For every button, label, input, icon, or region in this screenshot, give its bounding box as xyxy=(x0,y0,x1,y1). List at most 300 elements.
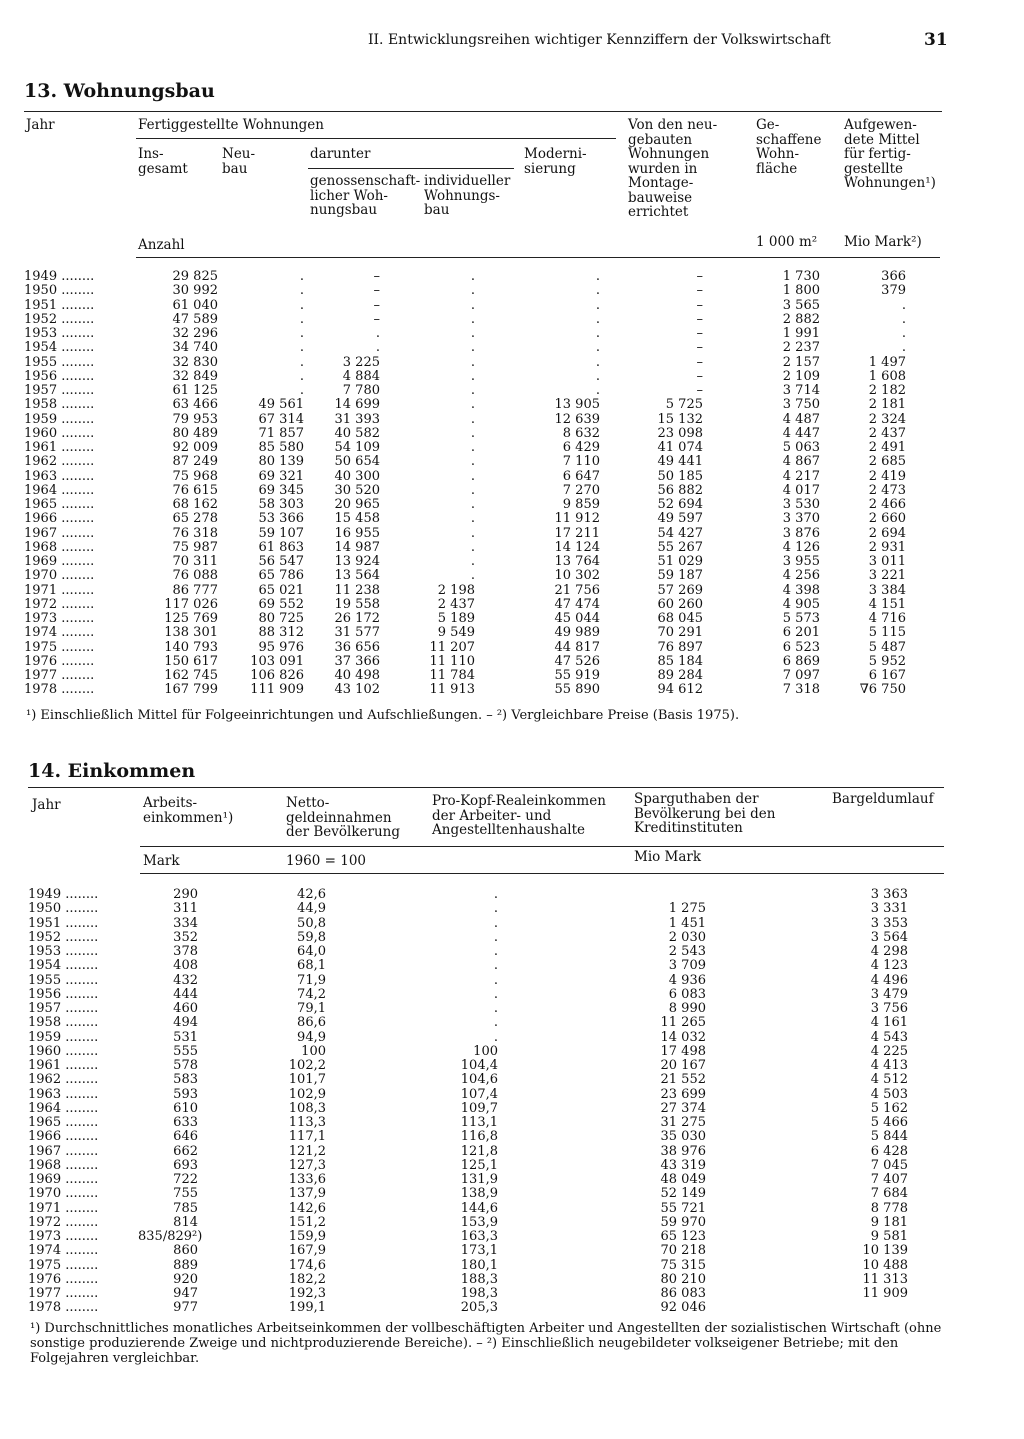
cell-modernisierung: 11 912 xyxy=(554,511,600,527)
cell-jahr: 1977 ........ xyxy=(28,1286,99,1301)
cell-nettogeldeinnahmen: 44,9 xyxy=(297,901,326,917)
cell-nettogeldeinnahmen: 174,6 xyxy=(288,1257,326,1273)
table-row xyxy=(24,584,944,598)
cell-montagebau: – xyxy=(696,269,703,284)
table-row xyxy=(28,1173,948,1187)
cell-genossenschaftlich: . xyxy=(375,340,380,356)
cell-nettogeldeinnahmen: 71,9 xyxy=(297,972,326,988)
cell-neubau: 69 345 xyxy=(258,482,304,498)
cell-montagebau: – xyxy=(696,311,703,327)
cell-individuell: . xyxy=(470,454,475,470)
cell-insgesamt: 125 769 xyxy=(164,611,218,626)
table-row xyxy=(28,1031,948,1045)
cell-bargeldumlauf: 5 162 xyxy=(870,1100,908,1116)
cell-nettogeldeinnahmen: 59,8 xyxy=(297,929,326,945)
cell-mittel: 2 660 xyxy=(868,511,906,527)
cell-modernisierung: . xyxy=(595,340,600,356)
cell-sparguthaben: 38 976 xyxy=(660,1143,706,1159)
cell-prokopf: 163,3 xyxy=(460,1229,498,1244)
cell-nettogeldeinnahmen: 64,0 xyxy=(297,944,326,959)
cell-genossenschaftlich: 40 300 xyxy=(334,468,380,484)
cell-individuell: 2 437 xyxy=(437,596,475,612)
cell-montagebau: 85 184 xyxy=(657,653,703,669)
table-row xyxy=(28,1016,948,1030)
cell-montagebau: 49 441 xyxy=(657,454,703,470)
cell-individuell: . xyxy=(470,468,475,484)
cell-modernisierung: 8 632 xyxy=(562,425,600,441)
cell-jahr: 1954 ........ xyxy=(24,340,95,356)
cell-modernisierung: . xyxy=(595,368,600,384)
table-row xyxy=(24,341,944,355)
cell-jahr: 1964 ........ xyxy=(28,1100,99,1116)
cell-bargeldumlauf: 3 756 xyxy=(870,1001,908,1016)
cell-jahr: 1968 ........ xyxy=(28,1157,99,1173)
cell-individuell: . xyxy=(470,269,475,284)
cell-prokopf: 144,6 xyxy=(460,1200,498,1216)
cell-modernisierung: 47 526 xyxy=(554,653,600,669)
cell-insgesamt: 63 466 xyxy=(172,397,218,413)
cell-nettogeldeinnahmen: 86,6 xyxy=(297,1015,326,1031)
cell-sparguthaben: 52 149 xyxy=(660,1186,706,1202)
cell-arbeitseinkommen: 977 xyxy=(173,1300,198,1316)
cell-individuell: . xyxy=(470,440,475,455)
cell-bargeldumlauf: 6 428 xyxy=(870,1143,908,1159)
cell-genossenschaftlich: – xyxy=(373,283,380,299)
cell-neubau: 56 547 xyxy=(258,554,304,569)
cell-genossenschaftlich: . xyxy=(375,326,380,341)
cell-modernisierung: 10 302 xyxy=(554,568,600,584)
cell-jahr: 1967 ........ xyxy=(24,525,95,541)
table-row xyxy=(24,626,944,640)
table-row xyxy=(28,1059,948,1073)
cell-jahr: 1956 ........ xyxy=(24,368,95,384)
cell-wohnflaeche: 4 447 xyxy=(782,425,820,441)
cell-nettogeldeinnahmen: 151,2 xyxy=(288,1214,326,1230)
cell-genossenschaftlich: – xyxy=(373,269,380,284)
cell-individuell: . xyxy=(470,397,475,413)
cell-wohnflaeche: 3 714 xyxy=(782,383,820,398)
t14-unit-mark: Mark xyxy=(143,853,180,869)
cell-jahr: 1978 ........ xyxy=(24,682,95,698)
table-row xyxy=(24,384,944,398)
cell-arbeitseinkommen: 860 xyxy=(173,1243,198,1259)
cell-individuell: . xyxy=(470,539,475,555)
cell-genossenschaftlich: 40 498 xyxy=(334,668,380,683)
cell-individuell: 2 198 xyxy=(437,582,475,598)
table-row xyxy=(24,484,944,498)
cell-insgesamt: 75 968 xyxy=(172,468,218,484)
cell-wohnflaeche: 3 750 xyxy=(782,397,820,413)
cell-mittel: 2 419 xyxy=(868,468,906,484)
cell-jahr: 1969 ........ xyxy=(28,1172,99,1187)
cell-wohnflaeche: 7 318 xyxy=(782,682,820,698)
table-row xyxy=(28,1287,948,1301)
table-row xyxy=(28,1116,948,1130)
cell-sparguthaben: 23 699 xyxy=(660,1086,706,1102)
cell-sparguthaben: 35 030 xyxy=(660,1129,706,1145)
cell-neubau: . xyxy=(299,283,304,299)
cell-genossenschaftlich: – xyxy=(373,311,380,327)
cell-bargeldumlauf: 5 466 xyxy=(870,1115,908,1130)
cell-individuell: . xyxy=(470,554,475,569)
cell-mittel: 2 491 xyxy=(868,440,906,455)
cell-arbeitseinkommen: 662 xyxy=(173,1143,198,1159)
cell-genossenschaftlich: 3 225 xyxy=(342,354,380,370)
cell-insgesamt: 34 740 xyxy=(172,340,218,356)
cell-sparguthaben: 65 123 xyxy=(660,1229,706,1244)
t14-header-nettogeldeinnahmen: Netto- geldeinnahmen der Bevölkerung xyxy=(286,795,401,840)
cell-wohnflaeche: 3 530 xyxy=(782,497,820,512)
table-row xyxy=(28,1102,948,1116)
cell-insgesamt: 68 162 xyxy=(172,497,218,512)
cell-montagebau: 70 291 xyxy=(657,625,703,641)
cell-neubau: 95 976 xyxy=(258,639,304,655)
cell-nettogeldeinnahmen: 117,1 xyxy=(288,1129,326,1145)
cell-bargeldumlauf: 3 331 xyxy=(870,901,908,917)
table-row xyxy=(28,1202,948,1216)
cell-insgesamt: 32 296 xyxy=(172,326,218,341)
cell-bargeldumlauf: 3 479 xyxy=(870,986,908,1002)
cell-individuell: . xyxy=(470,297,475,313)
cell-arbeitseinkommen: 593 xyxy=(173,1086,198,1102)
table-row xyxy=(28,1273,948,1287)
cell-arbeitseinkommen: 693 xyxy=(173,1157,198,1173)
cell-individuell: . xyxy=(470,425,475,441)
cell-sparguthaben: 2 030 xyxy=(668,929,706,945)
cell-insgesamt: 79 953 xyxy=(172,411,218,427)
cell-bargeldumlauf: 4 161 xyxy=(870,1015,908,1031)
cell-neubau: 80 725 xyxy=(258,611,304,626)
cell-insgesamt: 150 617 xyxy=(164,653,218,669)
cell-montagebau: 59 187 xyxy=(657,568,703,584)
cell-bargeldumlauf: 9 581 xyxy=(870,1229,908,1244)
table-row xyxy=(24,413,944,427)
cell-arbeitseinkommen: 531 xyxy=(173,1029,198,1045)
cell-jahr: 1967 ........ xyxy=(28,1143,99,1159)
t14-unit-miomark: Mio Mark xyxy=(634,849,702,865)
cell-jahr: 1951 ........ xyxy=(24,297,95,313)
cell-neubau: . xyxy=(299,297,304,313)
cell-genossenschaftlich: 26 172 xyxy=(334,611,380,626)
cell-prokopf: . xyxy=(493,986,498,1002)
cell-arbeitseinkommen: 432 xyxy=(173,972,198,988)
cell-nettogeldeinnahmen: 199,1 xyxy=(288,1300,326,1316)
cell-jahr: 1977 ........ xyxy=(24,668,95,683)
cell-nettogeldeinnahmen: 137,9 xyxy=(288,1186,326,1202)
cell-insgesamt: 117 026 xyxy=(164,596,218,612)
table-row xyxy=(28,902,948,916)
cell-bargeldumlauf: 10 488 xyxy=(862,1257,908,1273)
cell-prokopf: . xyxy=(493,1001,498,1016)
cell-jahr: 1966 ........ xyxy=(24,511,95,527)
cell-mittel: 2 324 xyxy=(868,411,906,427)
running-head: II. Entwicklungsreihen wichtiger Kennziffern der Volkswirtschaft xyxy=(368,32,831,48)
cell-individuell: . xyxy=(470,525,475,541)
cell-arbeitseinkommen: 460 xyxy=(173,1001,198,1016)
cell-jahr: 1953 ........ xyxy=(28,944,99,959)
cell-genossenschaftlich: 7 780 xyxy=(342,383,380,398)
cell-modernisierung: 9 859 xyxy=(562,497,600,512)
cell-insgesamt: 138 301 xyxy=(164,625,218,641)
cell-modernisierung: 47 474 xyxy=(554,596,600,612)
cell-nettogeldeinnahmen: 192,3 xyxy=(288,1286,326,1301)
cell-modernisierung: . xyxy=(595,326,600,341)
cell-bargeldumlauf: 3 564 xyxy=(870,929,908,945)
cell-jahr: 1972 ........ xyxy=(24,596,95,612)
cell-mittel: 2 685 xyxy=(868,454,906,470)
cell-bargeldumlauf: 4 543 xyxy=(870,1029,908,1045)
cell-nettogeldeinnahmen: 182,2 xyxy=(288,1271,326,1287)
cell-genossenschaftlich: 31 393 xyxy=(334,411,380,427)
cell-prokopf: 188,3 xyxy=(460,1271,498,1287)
cell-mittel: ∇6 750 xyxy=(859,682,906,698)
cell-mittel: . xyxy=(901,311,906,327)
cell-prokopf: 153,9 xyxy=(460,1214,498,1230)
cell-modernisierung: 13 764 xyxy=(554,554,600,569)
cell-montagebau: 68 045 xyxy=(657,611,703,626)
cell-neubau: 67 314 xyxy=(258,411,304,427)
cell-jahr: 1955 ........ xyxy=(24,354,95,370)
cell-mittel: 5 487 xyxy=(868,639,906,655)
cell-jahr: 1969 ........ xyxy=(24,554,95,569)
cell-jahr: 1960 ........ xyxy=(28,1043,99,1059)
cell-montagebau: – xyxy=(696,283,703,299)
cell-neubau: . xyxy=(299,269,304,284)
cell-individuell: 11 913 xyxy=(429,682,475,698)
cell-individuell: 9 549 xyxy=(437,625,475,641)
cell-montagebau: 41 074 xyxy=(657,440,703,455)
cell-jahr: 1960 ........ xyxy=(24,425,95,441)
table-row xyxy=(28,1088,948,1102)
cell-modernisierung: . xyxy=(595,283,600,299)
cell-prokopf: 138,9 xyxy=(460,1186,498,1202)
table-row xyxy=(28,1244,948,1258)
cell-jahr: 1953 ........ xyxy=(24,326,95,341)
cell-nettogeldeinnahmen: 159,9 xyxy=(288,1229,326,1244)
cell-genossenschaftlich: 14 987 xyxy=(334,539,380,555)
cell-sparguthaben: 20 167 xyxy=(660,1058,706,1073)
cell-nettogeldeinnahmen: 133,6 xyxy=(288,1172,326,1187)
cell-montagebau: 60 260 xyxy=(657,596,703,612)
cell-wohnflaeche: 1 991 xyxy=(782,326,820,341)
table-row xyxy=(24,270,944,284)
table-14-body xyxy=(28,888,948,1316)
table-row xyxy=(24,299,944,313)
t13-header-individuell: individueller Wohnungs- bau xyxy=(424,173,511,218)
cell-neubau: . xyxy=(299,311,304,327)
cell-arbeitseinkommen: 408 xyxy=(173,958,198,974)
t13-header-rule-darunter xyxy=(308,168,514,169)
cell-jahr: 1968 ........ xyxy=(24,539,95,555)
cell-jahr: 1959 ........ xyxy=(28,1029,99,1045)
cell-sparguthaben: 11 265 xyxy=(660,1015,706,1031)
cell-neubau: 111 909 xyxy=(250,682,304,698)
cell-montagebau: – xyxy=(696,326,703,341)
cell-montagebau: 94 612 xyxy=(657,682,703,698)
cell-bargeldumlauf: 4 496 xyxy=(870,972,908,988)
cell-genossenschaftlich: 14 699 xyxy=(334,397,380,413)
cell-modernisierung: 49 989 xyxy=(554,625,600,641)
cell-arbeitseinkommen: 352 xyxy=(173,929,198,945)
cell-bargeldumlauf: 8 778 xyxy=(870,1200,908,1216)
cell-mittel: 3 221 xyxy=(868,568,906,584)
cell-insgesamt: 162 745 xyxy=(164,668,218,683)
cell-neubau: 106 826 xyxy=(250,668,304,683)
cell-arbeitseinkommen: 889 xyxy=(173,1257,198,1273)
cell-individuell: . xyxy=(470,482,475,498)
cell-montagebau: 89 284 xyxy=(657,668,703,683)
cell-insgesamt: 65 278 xyxy=(172,511,218,527)
cell-jahr: 1971 ........ xyxy=(24,582,95,598)
cell-nettogeldeinnahmen: 68,1 xyxy=(297,958,326,974)
cell-jahr: 1954 ........ xyxy=(28,958,99,974)
cell-nettogeldeinnahmen: 167,9 xyxy=(288,1243,326,1259)
cell-insgesamt: 29 825 xyxy=(172,269,218,284)
table-row xyxy=(24,313,944,327)
table-row xyxy=(24,498,944,512)
table-row xyxy=(28,1073,948,1087)
cell-montagebau: – xyxy=(696,354,703,370)
cell-montagebau: – xyxy=(696,383,703,398)
table-row xyxy=(24,470,944,484)
cell-wohnflaeche: 2 237 xyxy=(782,340,820,356)
cell-arbeitseinkommen: 610 xyxy=(173,1100,198,1116)
cell-genossenschaftlich: 54 109 xyxy=(334,440,380,455)
cell-insgesamt: 32 849 xyxy=(172,368,218,384)
cell-jahr: 1973 ........ xyxy=(24,611,95,626)
cell-neubau: 85 580 xyxy=(258,440,304,455)
cell-genossenschaftlich: 13 924 xyxy=(334,554,380,569)
cell-mittel: 4 716 xyxy=(868,611,906,626)
cell-neubau: . xyxy=(299,383,304,398)
cell-jahr: 1957 ........ xyxy=(28,1001,99,1016)
table-row xyxy=(28,917,948,931)
cell-nettogeldeinnahmen: 79,1 xyxy=(297,1001,326,1016)
cell-montagebau: 49 597 xyxy=(657,511,703,527)
t13-unit-mittel: Mio Mark²) xyxy=(844,234,922,250)
cell-neubau: 58 303 xyxy=(258,497,304,512)
cell-sparguthaben: 75 315 xyxy=(660,1257,706,1273)
cell-nettogeldeinnahmen: 108,3 xyxy=(288,1100,326,1116)
cell-bargeldumlauf: 7 407 xyxy=(870,1172,908,1187)
cell-prokopf: 104,4 xyxy=(460,1058,498,1073)
cell-modernisierung: 17 211 xyxy=(554,525,600,541)
cell-prokopf: 104,6 xyxy=(460,1072,498,1088)
cell-bargeldumlauf: 4 123 xyxy=(870,958,908,974)
cell-individuell: . xyxy=(470,368,475,384)
cell-prokopf: 198,3 xyxy=(460,1286,498,1301)
cell-sparguthaben: 17 498 xyxy=(660,1043,706,1059)
cell-jahr: 1961 ........ xyxy=(24,440,95,455)
cell-individuell: . xyxy=(470,568,475,584)
table-13-body xyxy=(24,270,944,698)
cell-jahr: 1975 ........ xyxy=(28,1257,99,1273)
cell-bargeldumlauf: 4 298 xyxy=(870,944,908,959)
cell-wohnflaeche: 6 523 xyxy=(782,639,820,655)
t13-unit-anzahl: Anzahl xyxy=(138,237,185,253)
cell-arbeitseinkommen: 633 xyxy=(173,1115,198,1130)
cell-prokopf: . xyxy=(493,958,498,974)
t14-header-jahr: Jahr xyxy=(32,797,61,813)
cell-individuell: 11 110 xyxy=(429,653,475,669)
t13-header-mittel: Aufgewen- dete Mittel für fertig- gestellte Wohnungen¹) xyxy=(844,117,936,191)
cell-montagebau: 57 269 xyxy=(657,582,703,598)
cell-prokopf: 109,7 xyxy=(460,1100,498,1116)
cell-nettogeldeinnahmen: 102,9 xyxy=(288,1086,326,1102)
cell-insgesamt: 61 125 xyxy=(172,383,218,398)
cell-insgesamt: 76 318 xyxy=(172,525,218,541)
cell-wohnflaeche: 5 063 xyxy=(782,440,820,455)
cell-sparguthaben: 86 083 xyxy=(660,1286,706,1301)
cell-wohnflaeche: 6 869 xyxy=(782,653,820,669)
cell-montagebau: 50 185 xyxy=(657,468,703,484)
cell-arbeitseinkommen: 290 xyxy=(173,887,198,902)
cell-modernisierung: 55 890 xyxy=(554,682,600,698)
table-row xyxy=(28,888,948,902)
cell-neubau: 59 107 xyxy=(258,525,304,541)
cell-insgesamt: 75 987 xyxy=(172,539,218,555)
cell-wohnflaeche: 2 109 xyxy=(782,368,820,384)
cell-montagebau: 76 897 xyxy=(657,639,703,655)
cell-montagebau: – xyxy=(696,368,703,384)
cell-jahr: 1952 ........ xyxy=(24,311,95,327)
cell-individuell: 5 189 xyxy=(437,611,475,626)
t13-header-genossenschaftlich: genossenschaft- licher Woh- nungsbau xyxy=(310,173,421,218)
cell-prokopf: 125,1 xyxy=(460,1157,498,1173)
cell-modernisierung: 45 044 xyxy=(554,611,600,626)
table-13-top-rule xyxy=(24,111,942,112)
cell-modernisierung: . xyxy=(595,354,600,370)
cell-nettogeldeinnahmen: 113,3 xyxy=(288,1115,326,1130)
cell-jahr: 1955 ........ xyxy=(28,972,99,988)
cell-wohnflaeche: 4 256 xyxy=(782,568,820,584)
cell-neubau: 80 139 xyxy=(258,454,304,470)
cell-wohnflaeche: 2 882 xyxy=(782,311,820,327)
cell-prokopf: . xyxy=(493,929,498,945)
cell-sparguthaben: 43 319 xyxy=(660,1157,706,1173)
cell-nettogeldeinnahmen: 101,7 xyxy=(288,1072,326,1088)
cell-individuell: 11 207 xyxy=(429,639,475,655)
cell-insgesamt: 86 777 xyxy=(172,582,218,598)
cell-montagebau: 55 267 xyxy=(657,539,703,555)
cell-prokopf: . xyxy=(493,915,498,931)
cell-wohnflaeche: 1 800 xyxy=(782,283,820,299)
cell-jahr: 1957 ........ xyxy=(24,383,95,398)
cell-bargeldumlauf: 4 503 xyxy=(870,1086,908,1102)
table-row xyxy=(24,569,944,583)
table-row xyxy=(28,1187,948,1201)
cell-nettogeldeinnahmen: 121,2 xyxy=(288,1143,326,1159)
cell-jahr: 1949 ........ xyxy=(28,887,99,902)
cell-nettogeldeinnahmen: 100 xyxy=(301,1043,326,1059)
cell-arbeitseinkommen: 494 xyxy=(173,1015,198,1031)
t13-header-wohnflaeche: Ge- schaffene Wohn- fläche xyxy=(756,117,822,177)
cell-prokopf: 180,1 xyxy=(460,1257,498,1273)
cell-sparguthaben: 92 046 xyxy=(660,1300,706,1316)
table-row xyxy=(24,427,944,441)
cell-sparguthaben: 59 970 xyxy=(660,1214,706,1230)
cell-wohnflaeche: 4 905 xyxy=(782,596,820,612)
cell-prokopf: . xyxy=(493,1015,498,1031)
cell-mittel: 4 151 xyxy=(868,596,906,612)
table-row xyxy=(24,598,944,612)
table-row xyxy=(24,441,944,455)
cell-arbeitseinkommen: 755 xyxy=(173,1186,198,1202)
cell-jahr: 1951 ........ xyxy=(28,915,99,931)
cell-genossenschaftlich: 30 520 xyxy=(334,482,380,498)
cell-insgesamt: 32 830 xyxy=(172,354,218,370)
cell-arbeitseinkommen: 583 xyxy=(173,1072,198,1088)
